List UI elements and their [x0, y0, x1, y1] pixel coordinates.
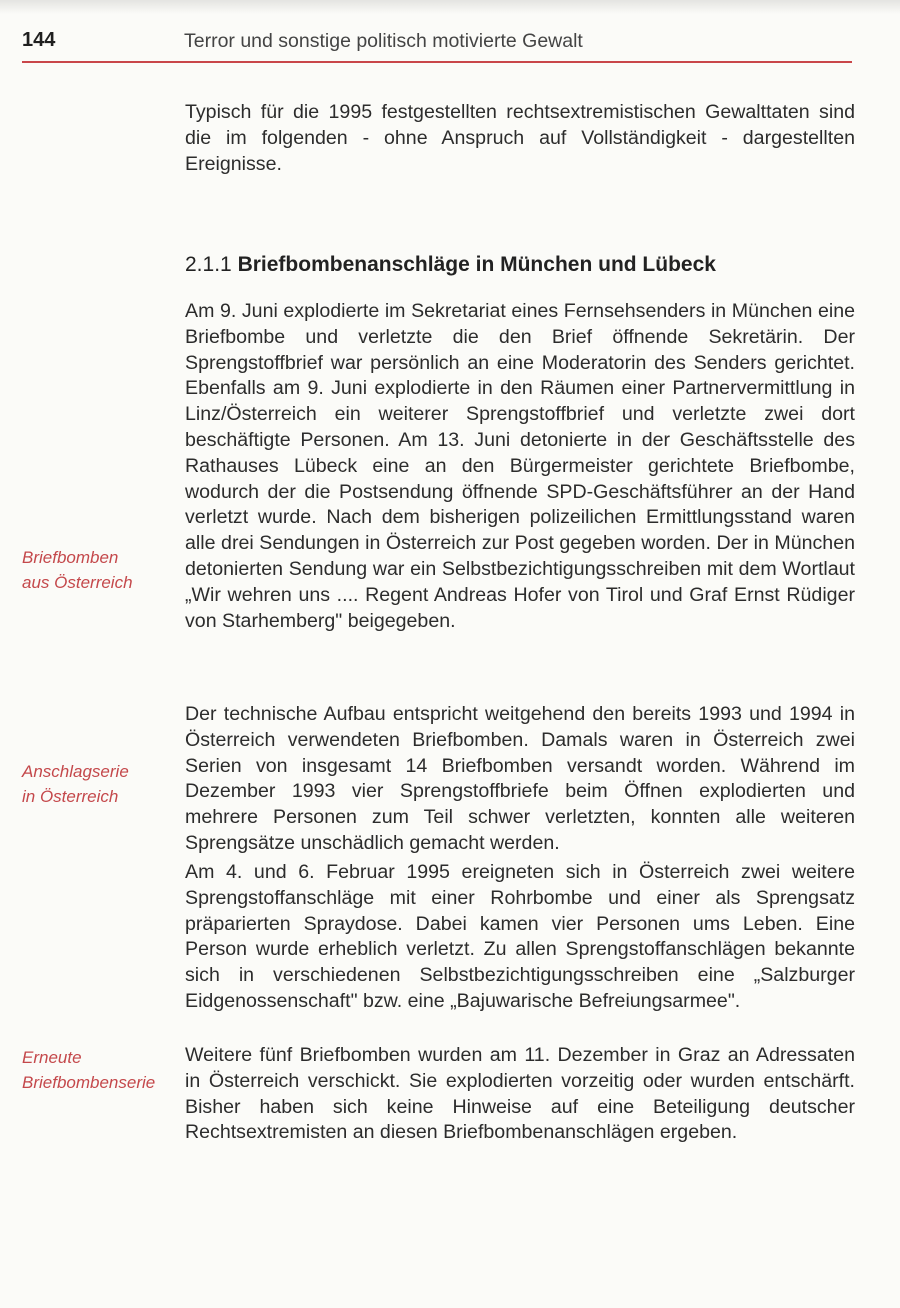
margin-note-line: Anschlagserie	[22, 762, 129, 781]
section-heading	[185, 253, 716, 277]
margin-note-line: Briefbombenserie	[22, 1072, 156, 1092]
paragraph-text: Der technische Aufbau entspricht weitgehend den bereits 1993 und 1994 in Österreich verwendeten Briefbomben. Damals waren in Österreich zwei Serien von insgesamt 14 Briefbomben versandt worden. Während im Dezember 1993 vier Sprengstoffbriefe beim Öffnen explodierten und mehrere Personen zum Teil schwer verletzten, konnten alle weiteren Sprengsätze unschädlich gemacht werden.	[185, 703, 855, 854]
margin-note-line: in Österreich	[22, 786, 119, 806]
page-header	[22, 29, 852, 59]
margin-note-line: Briefbomben	[22, 548, 119, 567]
margin-note-line: Erneute	[22, 1048, 82, 1067]
header-rule	[22, 61, 852, 63]
paragraph-1	[185, 299, 855, 634]
page-number: 144	[22, 29, 56, 51]
margin-note-anschlagserie	[22, 760, 172, 809]
paragraph-4	[185, 1043, 855, 1146]
margin-note-briefbomben	[22, 546, 172, 595]
paragraph-3	[185, 860, 855, 1015]
paragraph-text: Am 9. Juni explodierte im Sekretariat eines Fernsehsenders in München eine Briefbombe und verletzte die den Brief öffnende Sekretärin. Der Sprengstoffbrief war persönlich an eine Moderatorin des Senders gerichtet. Ebenfalls am 9. Juni explodierte in den Räumen einer Partnervermittlung in Linz/Österreich ein weiterer Sprengstoffbrief und verletzte zwei dort beschäftigte Personen. Am 13. Juni detonierte in der Geschäftsstelle des Rathauses Lübeck eine an den Bürgermeister gerichtete Briefbombe, wodurch der die Postsendung öffnende SPD-Geschäftsführer an der Hand verletzt wurde. Nach dem bisherigen polizeilichen Ermittlungsstand waren alle drei Sendungen in Österreich zur Post gegeben worden. Der in München detonierten Sendung war ein Selbstbezichtigungsschreiben mit dem Wortlaut „Wir wehren uns .... Regent Andreas Hofer von Tirol und Graf Ernst Rüdiger von Starhemberg" beigegeben.	[185, 300, 855, 632]
paragraph-text: Weitere fünf Briefbomben wurden am 11. Dezember in Graz an Adressaten in Österreich verschickt. Sie explodierten vorzeitig oder wurden entschärft. Bisher haben sich keine Hinweise auf eine Beteiligung deutscher Rechtsextremisten an diesen Briefbombenanschlägen ergeben.	[185, 1044, 855, 1144]
paragraph-2	[185, 702, 855, 857]
intro-paragraph	[185, 100, 855, 177]
margin-note-erneute-serie	[22, 1046, 172, 1095]
paragraph-text: Am 4. und 6. Februar 1995 ereigneten sich in Österreich zwei weitere Sprengstoffanschläge mit einer Rohrbombe und einer als Sprengsatz präparierten Spraydose. Dabei kamen vier Personen ums Leben. Eine Person wurde erheblich verletzt. Zu allen Sprengstoffanschlägen bekannte sich in verschiedenen Selbstbezichtigungsschreiben eine „Salzburger Eidgenossenschaft" bzw. eine „Bajuwarische Befreiungsarmee".	[185, 861, 855, 1012]
page-top-shadow	[0, 0, 900, 14]
margin-note-line: aus Österreich	[22, 572, 133, 592]
section-title: Briefbombenanschläge in München und Lübeck	[237, 253, 716, 276]
section-number: 2.1.1	[185, 253, 232, 276]
intro-text: Typisch für die 1995 festgestellten rechtsextremistischen Gewalttaten sind die im folgenden - ohne Anspruch auf Vollständigkeit - dargestellten Ereignisse.	[185, 101, 855, 175]
running-title: Terror und sonstige politisch motivierte Gewalt	[184, 30, 583, 52]
